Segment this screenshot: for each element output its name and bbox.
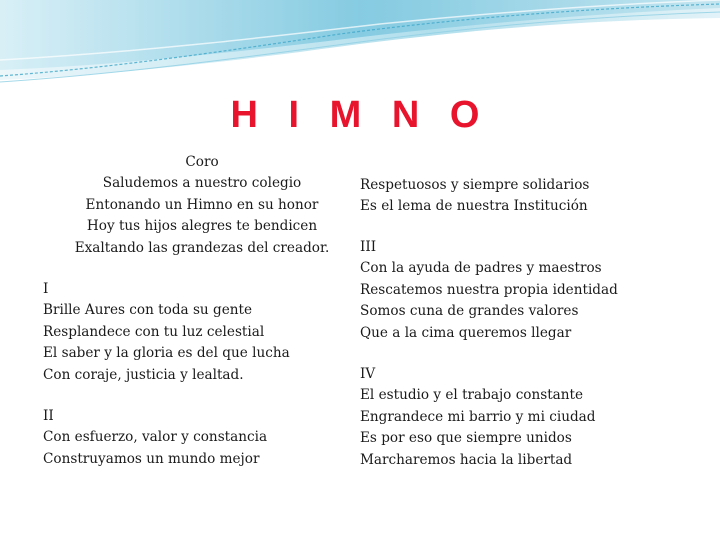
- stanza-1-line: Con coraje, justicia y lealtad.: [43, 366, 244, 383]
- coro-block: [74, 152, 330, 259]
- coro-continuation-line: Respetuosos y siempre solidarios: [360, 177, 590, 193]
- coro-line: Saludemos a nuestro colegio: [102, 175, 302, 192]
- stanza-2-line: Construyamos un mundo mejor: [43, 450, 260, 467]
- stanza-2-block: [43, 406, 267, 470]
- coro-line: Hoy tus hijos alegres te bendicen: [86, 218, 318, 235]
- stanza-4-line: Marcharemos hacia la libertad: [360, 451, 573, 468]
- stanza-1-block: [43, 279, 290, 386]
- stanza-3-line: Somos cuna de grandes valores: [360, 303, 579, 320]
- page-title: H I M N O: [230, 94, 490, 136]
- coro-line: Entonando un Himno en su honor: [85, 196, 319, 213]
- stanza-4-block: [360, 364, 595, 471]
- stanza-4-heading: IV: [360, 366, 376, 382]
- stanza-3-line: Que a la cima queremos llegar: [360, 324, 572, 341]
- coro-line: Exaltando las grandezas del creador.: [74, 239, 330, 256]
- stanza-3-line: Rescatemos nuestra propia identidad: [360, 281, 618, 298]
- stanza-2-heading: II: [43, 408, 54, 424]
- stanza-4-line: Es por eso que siempre unidos: [360, 430, 572, 447]
- coro-continuation-line: Es el lema de nuestra Institución: [360, 198, 588, 215]
- stanza-1-heading: I: [43, 281, 49, 297]
- stanza-1-line: El saber y la gloria es del que lucha: [43, 345, 290, 362]
- stanza-1-line: Brille Aures con toda su gente: [43, 302, 253, 319]
- stanza-1-line: Resplandece con tu luz celestial: [43, 323, 265, 340]
- stanza-4-line: Engrandece mi barrio y mi ciudad: [360, 408, 596, 425]
- stanza-4-line: El estudio y el trabajo constante: [360, 387, 584, 404]
- stanza-3-line: Con la ayuda de padres y maestros: [360, 260, 602, 277]
- stanza-3-block: [360, 237, 618, 344]
- coro-continuation-block: [360, 175, 589, 218]
- stanza-2-line: Con esfuerzo, valor y constancia: [43, 429, 268, 446]
- stanza-3-heading: III: [360, 239, 377, 255]
- decorative-wave-header: [0, 0, 720, 90]
- coro-heading: Coro: [185, 154, 219, 170]
